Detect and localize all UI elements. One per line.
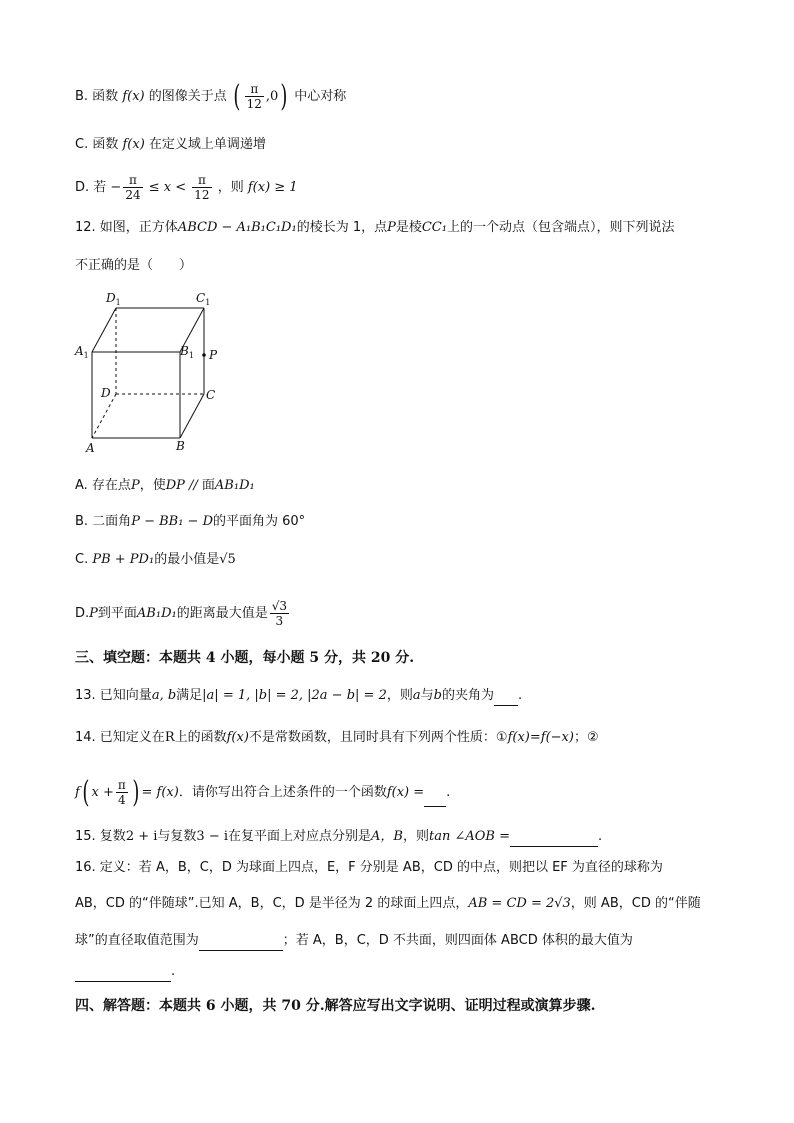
answer-blank	[510, 832, 598, 847]
question-15: 15. 复数2 + i与复数3 − i在复平面上对应点分别是A，B，则tan ∠AOB = .	[75, 827, 602, 847]
q12-option-a: A. 存在点P，使DP // 面AB₁D₁	[75, 478, 255, 493]
label-p: P	[209, 348, 218, 362]
point-p	[202, 353, 206, 357]
question-12-line2: 不正确的是（ ）	[75, 258, 193, 273]
answer-blank	[75, 967, 171, 982]
q12-option-d: D.P到平面AB₁D₁的距离最大值是 $\frac{√3}{3}$	[75, 599, 288, 628]
label-a1: $A_1$	[75, 344, 89, 360]
label-b1: $B_1$	[180, 344, 194, 360]
option-d: D. 若 − $\frac{\pi}{24}$ ≤ x < $\frac{\pi}{12}$ ，则 f(x) ≥ 1	[75, 173, 298, 202]
question-12-line1: 12. 如图，正方体ABCD − A₁B₁C₁D₁的棱长为 1，点P是棱CC₁上的一个动点（包含端点），则下列说法	[75, 220, 675, 235]
label-c1: $C_1$	[196, 291, 211, 307]
option-b: B. 函数 f(x) 的图像关于点 ( $\frac{\pi}{12}$ ,0) 中心对称	[75, 78, 347, 114]
section-4-heading: 四、解答题：本题共 6 小题，共 70 分.解答应写出文字说明、证明过程或演算步骤.	[75, 998, 596, 1014]
answer-blank	[199, 936, 283, 951]
question-16-line2: AB，CD 的“伴随球”.已知 A，B，C，D 是半径为 2 的球面上四点，AB = CD = 2√3，则 AB，CD 的“伴随	[75, 896, 701, 911]
label-c: C	[206, 388, 216, 402]
question-14-line1: 14. 已知定义在R上的函数f(x)不是常数函数，且同时具有下列两个性质：①f(x)=f(−x)；②	[75, 730, 599, 745]
q12-option-c: C. PB + PD₁的最小值是√5	[75, 552, 236, 567]
question-16-line3: 球”的直径取值范围为 ；若 A，B，C，D 不共面，则四面体 ABCD 体积的最大值为	[75, 931, 633, 951]
question-16-line4: .	[75, 962, 175, 982]
section-3-heading: 三、填空题：本题共 4 小题，每小题 5 分，共 20 分.	[75, 650, 415, 666]
answer-blank	[424, 792, 446, 807]
math-fx: f(x)	[122, 89, 145, 104]
q12-option-b: B. 二面角P − BB₁ − D的平面角为 60°	[75, 514, 306, 529]
cube-figure	[70, 285, 230, 460]
fraction: $\frac{\pi}{12}$	[246, 82, 262, 111]
question-14-line2: f( x + $\frac{\pi}{4}$ ) = f(x)．请你写出符合上述条件的一个函数f(x) = .	[75, 774, 451, 810]
question-13: 13. 已知向量a, b满足|a| = 1, |b| = 2, |2a − b| = 2，则a与b的夹角为 .	[75, 686, 522, 706]
label-d: D	[101, 386, 111, 400]
question-16-line1: 16. 定义：若 A，B，C，D 为球面上四点，E，F 分别是 AB，CD 的中点，则把以 EF 为直径的球称为	[75, 860, 663, 875]
label-d1: $D_1$	[106, 291, 121, 307]
answer-blank	[494, 691, 518, 706]
label-a: A	[86, 441, 95, 455]
label-b: B	[176, 439, 185, 453]
option-c: C. 函数 f(x) 在定义域上单调递增	[75, 137, 266, 152]
